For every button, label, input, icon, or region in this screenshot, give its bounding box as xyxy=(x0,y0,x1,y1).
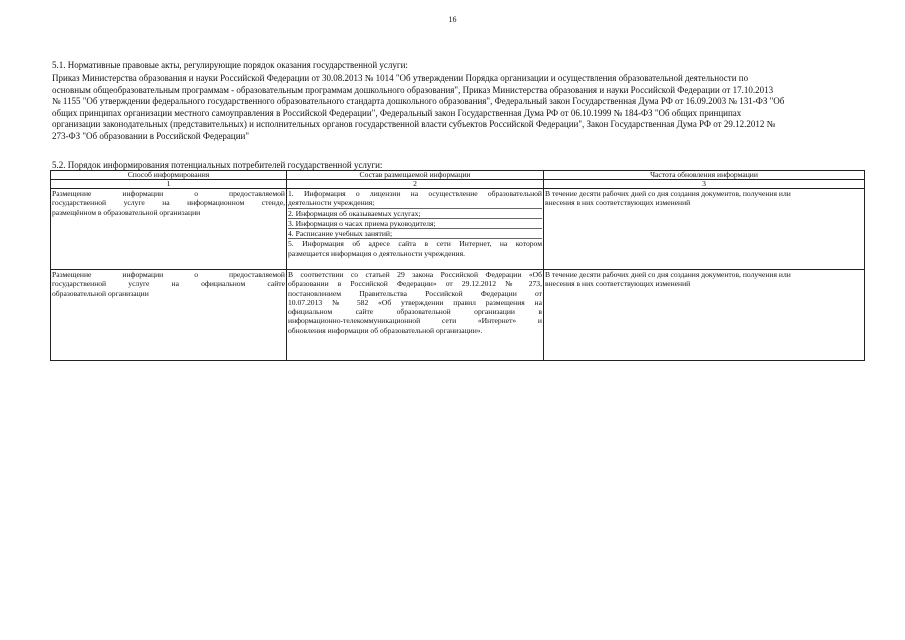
legal-line: организации законодательных (представительных) и исполнительных органов государственной власти субъектов Российской Федерации", Закон Государственная Дума РФ от 29.12.2012 № xyxy=(52,119,776,129)
section-5-1-heading: 5.1. Нормативные правовые акты, регулирующие порядок оказания государственной услуги: xyxy=(52,60,408,70)
col-number: 3 xyxy=(544,180,865,189)
list-item: 2. Информация об оказываемых услугах; xyxy=(288,209,542,219)
section-5-2-heading: 5.2. Порядок информирования потенциальных потребителей государственной услуги: xyxy=(52,160,383,170)
list-item: 5. Информация об адресе сайта в сети Интернет, на котором размещается информация о деятельности учреждения. xyxy=(288,239,542,258)
content-cell: В соответствии со статьей 29 закона Российской Федерации «Об образовании в Российской Федерации» от 29.12.2012 № 273, постановлением Правительства Российской Федерации от 10.07.2013 № 582 «Об утверждении правил размещения на официальном сайте образовательной организации в информационно-телекоммуникационной сети «Интернет» и обновления информации об образовательной организации». xyxy=(287,270,544,361)
legal-line: № 1155 "Об утверждении федерального государственного образовательного стандарта дошкольного образования", Федеральный закон Государственная Дума РФ от 16.09.2003 № 131-ФЗ "Об xyxy=(52,96,785,106)
column-number-row xyxy=(51,180,865,189)
legal-line: 273-ФЗ "Об образовании в Российской Федерации" xyxy=(52,130,250,141)
list-item: 1. Информация о лицензии на осуществление образовательной деятельности учреждения; xyxy=(288,189,542,208)
informing-table xyxy=(50,170,865,361)
content-cell xyxy=(287,189,544,270)
frequency-cell: В течение десяти рабочих дней со дня создания документов, получения или внесения в них соответствующих изменений xyxy=(544,270,865,361)
table-header-row xyxy=(51,171,865,180)
table-row xyxy=(51,270,865,361)
col-number: 1 xyxy=(51,180,287,189)
list-item: 4. Расписание учебных занятий; xyxy=(288,229,542,239)
legal-line: основным общеобразовательным программам - образовательным программам дошкольного образования", Приказ Министерства образования и науки Российской Федерации от 17.10.2013 xyxy=(52,84,774,95)
list-item: 3. Информация о часах приема руководителя; xyxy=(288,219,542,229)
legal-line: Приказ Министерства образования и науки Российской Федерации от 30.08.2013 № 1014 "Об утверждении Порядка организации и осуществления образовательной деятельности по xyxy=(52,73,749,83)
table-row xyxy=(51,189,865,270)
method-cell: Размещение информации о предоставляемой государственной услуге на официальном сайте образовательной организации xyxy=(51,270,287,361)
col-header-frequency: Частота обновления информации xyxy=(544,171,865,180)
legal-line: общих принципах организации местного самоуправления в Российской Федерации", Федеральный закон Государственная Дума РФ от 06.10.1999 № 184-ФЗ "Об общих принципах xyxy=(52,107,742,118)
method-cell: Размещение информации о предоставляемой государственной услуге на информационном стенде, размещённом в образовательной организации xyxy=(51,189,287,270)
legal-acts-text xyxy=(52,73,862,142)
page-number: 16 xyxy=(448,15,457,24)
col-header-content: Состав размещаемой информации xyxy=(287,171,544,180)
col-header-method: Способ информирования xyxy=(51,171,287,180)
col-number: 2 xyxy=(287,180,544,189)
frequency-cell: В течение десяти рабочих дней со дня создания документов, получения или внесения в них соответствующих изменений xyxy=(544,189,865,270)
